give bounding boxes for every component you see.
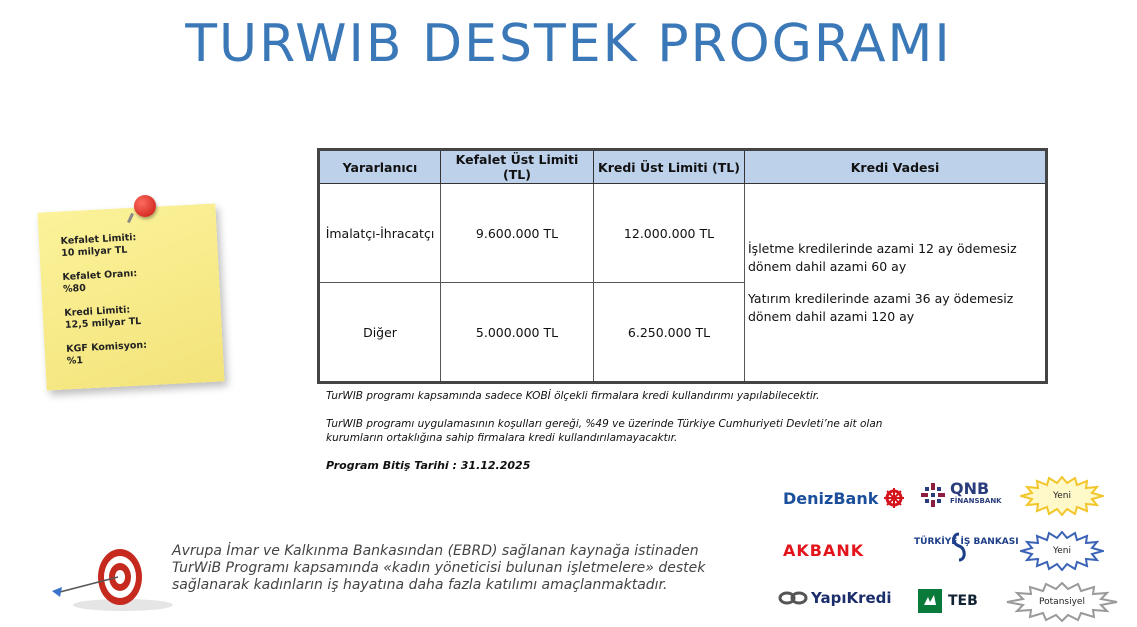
sticky-note-content — [60, 228, 217, 380]
table-header-row — [319, 150, 1047, 184]
ship-wheel-icon — [883, 487, 905, 509]
header-kefalet-limiti: Kefalet Üst Limiti (TL) — [441, 150, 594, 184]
notes-block — [326, 389, 886, 487]
note-tc-ortaklik: TurWIB programı uygulamasının koşulları gereği, %49 ve üzerinde Türkiye Cumhuriyeti Devleti’ne ait olan kurumların ortaklığına sahip firmalara kredi kullandırılamayacaktır. — [326, 418, 883, 444]
cell-kredi-vadesi — [745, 184, 1047, 383]
note-item-kefalet-orani: Kefalet Oranı: %80 — [62, 268, 138, 295]
note-item-kredi-limiti: Kredi Limiti: 12,5 milyar TL — [64, 304, 142, 331]
cell-kredi: 6.250.000 TL — [594, 283, 745, 383]
cell-yararlanici: Diğer — [319, 283, 441, 383]
program-end-date: Program Bitiş Tarihi : 31.12.2025 — [326, 459, 531, 472]
vade-isletme: İşletme kredilerinde azami 12 ay ödemesiz dönem dahil azami 60 ay — [748, 240, 1017, 274]
qnb-finansbank-logo: QNB FİNANSBANK — [920, 482, 1002, 508]
header-kredi-vadesi: Kredi Vadesi — [745, 150, 1047, 184]
yapikredi-emblem-icon — [778, 590, 808, 606]
denizbank-logo: DenizBank — [783, 487, 905, 509]
header-kredi-limiti: Kredi Üst Limiti (TL) — [594, 150, 745, 184]
cell-kefalet: 5.000.000 TL — [441, 283, 594, 383]
target-arrow-icon — [48, 543, 178, 613]
isbank-emblem-icon — [950, 532, 968, 562]
pushpin-icon — [134, 195, 156, 217]
note-item-kefalet-limiti: Kefalet Limiti: 10 milyar TL — [60, 232, 137, 259]
limits-table — [317, 148, 1048, 384]
qnb-emblem-icon — [920, 482, 946, 508]
page-title: TURWIB DESTEK PROGRAMI — [185, 14, 952, 74]
vade-yatirim: Yatırım kredilerinde azami 36 ay ödemesiz dönem dahil azami 120 ay — [748, 290, 1014, 324]
cell-kredi: 12.000.000 TL — [594, 184, 745, 283]
note-item-kgf-komisyon: KGF Komisyon: %1 — [65, 339, 148, 367]
akbank-logo: AKBANK — [783, 541, 865, 560]
cell-yararlanici: İmalatçı-İhracatçı — [319, 184, 441, 283]
teb-emblem-icon — [918, 589, 942, 613]
badge-yeni-2: Yeni — [1020, 531, 1104, 571]
note-kobi: TurWIB programı kapsamında sadece KOBİ ölçekli firmalara kredi kullandırımı yapılabilecektir. — [326, 390, 820, 402]
cell-kefalet: 9.600.000 TL — [441, 184, 594, 283]
badge-potansiyel: Potansiyel — [1006, 582, 1118, 622]
isbank-logo: TÜRKİYE İŞ BANKASI — [914, 537, 1019, 547]
footer-ebrd-text: Avrupa İmar ve Kalkınma Bankasından (EBRD) sağlanan kaynağa istinaden TurWiB Programı kapsamında «kadın yöneticisi bulunan işletmelere» destek sağlanarak kadınların iş hayatına daha fazla katılımı amaçlanmaktadır. — [172, 543, 706, 593]
badge-yeni-1: Yeni — [1020, 476, 1104, 516]
header-yararlanici: Yararlanıcı — [319, 150, 441, 184]
teb-logo: TEB — [918, 589, 978, 613]
yapikredi-logo: YapıKredi — [778, 589, 892, 607]
table-row — [319, 184, 1047, 283]
